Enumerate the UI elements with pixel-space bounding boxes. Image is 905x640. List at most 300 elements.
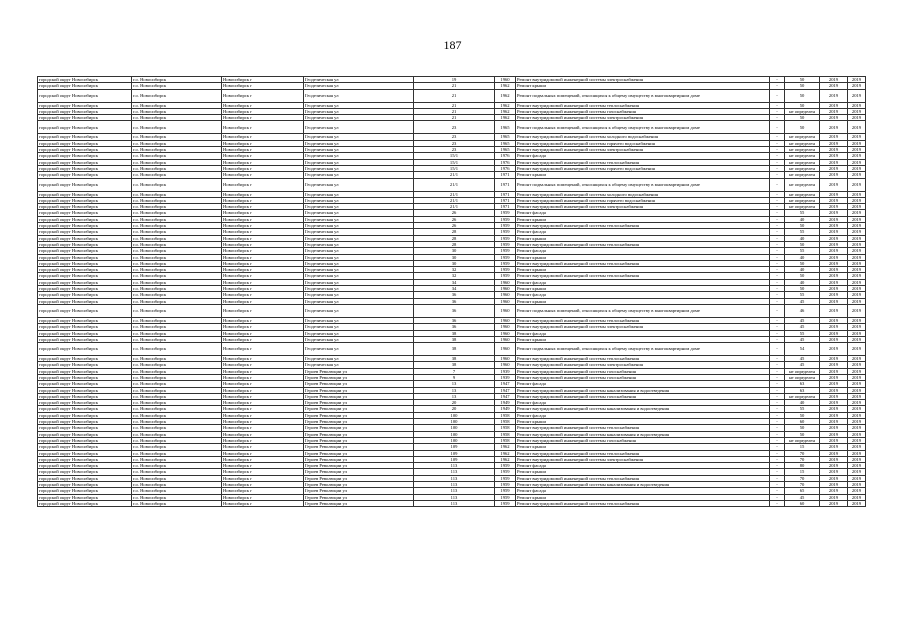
dash-cell: - <box>770 273 785 279</box>
year-end-cell: 2019 <box>848 362 866 368</box>
street-cell: Геодезическая ул <box>304 260 414 266</box>
cost-cell: 45 <box>785 362 820 368</box>
year-end-cell: 2019 <box>848 260 866 266</box>
year-start-cell: 2019 <box>820 83 848 89</box>
settlement-cell: г.о. Новосибирск <box>132 475 222 481</box>
cost-cell: 15 <box>785 444 820 450</box>
settlement-cell: г.о. Новосибирск <box>132 210 222 216</box>
municipality-cell: городской округ Новосибирск <box>38 463 132 469</box>
year-end-cell: 2019 <box>848 229 866 235</box>
table-row <box>38 500 866 506</box>
settlement-cell: г.о. Новосибирск <box>132 159 222 165</box>
municipality-cell: городской округ Новосибирск <box>38 134 132 140</box>
build-year-cell: 1960 <box>495 279 516 285</box>
street-cell: Героев Революции ул <box>304 456 414 462</box>
municipality-cell: городской округ Новосибирск <box>38 437 132 443</box>
build-year-cell: 1959 <box>495 494 516 500</box>
municipality-cell: городской округ Новосибирск <box>38 292 132 298</box>
locality-cell: Новосибирск г <box>222 400 304 406</box>
locality-cell: Новосибирск г <box>222 456 304 462</box>
municipality-cell: городской округ Новосибирск <box>38 115 132 121</box>
year-end-cell: 2019 <box>848 336 866 342</box>
locality-cell: Новосибирск г <box>222 336 304 342</box>
cost-cell: 15 <box>785 469 820 475</box>
work-type-cell: Ремонт внутридомовой инженерной системы горячего водоснабжения <box>516 165 770 171</box>
year-start-cell: 2019 <box>820 102 848 108</box>
house-number-cell: 100 <box>414 437 495 443</box>
locality-cell: Новосибирск г <box>222 362 304 368</box>
settlement-cell: г.о. Новосибирск <box>132 77 222 83</box>
street-cell: Геодезическая ул <box>304 223 414 229</box>
municipality-cell: городской округ Новосибирск <box>38 153 132 159</box>
municipality-cell: городской округ Новосибирск <box>38 197 132 203</box>
build-year-cell: 1960 <box>495 362 516 368</box>
build-year-cell: 1960 <box>495 330 516 336</box>
street-cell: Геодезическая ул <box>304 324 414 330</box>
cost-cell: 70 <box>785 456 820 462</box>
dash-cell: - <box>770 83 785 89</box>
build-year-cell: 1959 <box>495 235 516 241</box>
street-cell: Героев Революции ул <box>304 381 414 387</box>
house-number-cell: 38 <box>414 336 495 342</box>
year-end-cell: 2019 <box>848 147 866 153</box>
dash-cell: - <box>770 108 785 114</box>
street-cell: Геодезическая ул <box>304 204 414 210</box>
municipality-cell: городской округ Новосибирск <box>38 362 132 368</box>
street-cell: Геодезическая ул <box>304 140 414 146</box>
settlement-cell: г.о. Новосибирск <box>132 165 222 171</box>
year-end-cell: 2019 <box>848 178 866 191</box>
dash-cell: - <box>770 482 785 488</box>
work-type-cell: Ремонт фасада <box>516 229 770 235</box>
street-cell: Геодезическая ул <box>304 102 414 108</box>
cost-cell: не определен <box>785 437 820 443</box>
street-cell: Геодезическая ул <box>304 172 414 178</box>
year-start-cell: 2019 <box>820 482 848 488</box>
year-start-cell: 2019 <box>820 500 848 506</box>
build-year-cell: 1959 <box>495 216 516 222</box>
work-type-cell: Ремонт крыши <box>516 286 770 292</box>
work-type-cell: Ремонт крыши <box>516 298 770 304</box>
municipality-cell: городской округ Новосибирск <box>38 387 132 393</box>
cost-cell: не определен <box>785 368 820 374</box>
work-type-cell: Ремонт внутридомовой инженерной системы теплоснабжения <box>516 450 770 456</box>
settlement-cell: г.о. Новосибирск <box>132 324 222 330</box>
house-number-cell: 28 <box>414 229 495 235</box>
municipality-cell: городской округ Новосибирск <box>38 254 132 260</box>
dash-cell: - <box>770 488 785 494</box>
dash-cell: - <box>770 437 785 443</box>
build-year-cell: 1960 <box>495 77 516 83</box>
year-start-cell: 2019 <box>820 368 848 374</box>
work-type-cell: Ремонт внутридомовой инженерной системы электроснабжения <box>516 147 770 153</box>
year-start-cell: 2019 <box>820 387 848 393</box>
cost-cell: 45 <box>785 336 820 342</box>
work-type-cell: Ремонт внутридомовой инженерной системы канализования и водоотведения <box>516 387 770 393</box>
municipality-cell: городской округ Новосибирск <box>38 304 132 317</box>
street-cell: Геодезическая ул <box>304 108 414 114</box>
municipality-cell: городской округ Новосибирск <box>38 475 132 481</box>
dash-cell: - <box>770 343 785 356</box>
year-start-cell: 2019 <box>820 235 848 241</box>
settlement-cell: г.о. Новосибирск <box>132 83 222 89</box>
work-type-cell: Ремонт внутридомовой инженерной системы электроснабжения <box>516 77 770 83</box>
settlement-cell: г.о. Новосибирск <box>132 412 222 418</box>
build-year-cell: 1959 <box>495 267 516 273</box>
dash-cell: - <box>770 368 785 374</box>
house-number-cell: 32 <box>414 273 495 279</box>
work-type-cell: Ремонт внутридомовой инженерной системы теплоснабжения <box>516 273 770 279</box>
year-start-cell: 2019 <box>820 437 848 443</box>
cost-cell: 65 <box>785 488 820 494</box>
year-start-cell: 2019 <box>820 362 848 368</box>
settlement-cell: г.о. Новосибирск <box>132 482 222 488</box>
cost-cell: 45 <box>785 494 820 500</box>
work-type-cell: Ремонт крыши <box>516 494 770 500</box>
municipality-cell: городской округ Новосибирск <box>38 191 132 197</box>
work-type-cell: Ремонт крыши <box>516 419 770 425</box>
municipality-cell: городской округ Новосибирск <box>38 235 132 241</box>
house-number-cell: 21/1 <box>414 172 495 178</box>
house-number-cell: 26 <box>414 216 495 222</box>
build-year-cell: 1949 <box>495 406 516 412</box>
house-number-cell: 15/1 <box>414 159 495 165</box>
year-end-cell: 2019 <box>848 121 866 134</box>
dash-cell: - <box>770 178 785 191</box>
build-year-cell: 1959 <box>495 475 516 481</box>
build-year-cell: 1971 <box>495 178 516 191</box>
house-number-cell: 21/1 <box>414 197 495 203</box>
work-type-cell: Ремонт внутридомовой инженерной системы теплоснабжения <box>516 159 770 165</box>
year-end-cell: 2019 <box>848 241 866 247</box>
municipality-cell: городской округ Новосибирск <box>38 165 132 171</box>
year-start-cell: 2019 <box>820 374 848 380</box>
work-type-cell: Ремонт крыши <box>516 235 770 241</box>
municipality-cell: городской округ Новосибирск <box>38 267 132 273</box>
house-number-cell: 34 <box>414 279 495 285</box>
municipality-cell: городской округ Новосибирск <box>38 324 132 330</box>
year-start-cell: 2019 <box>820 260 848 266</box>
work-type-cell: Ремонт подвальных помещений, относящихся к общему имуществу в многоквартирном доме <box>516 343 770 356</box>
cost-cell: 40 <box>785 267 820 273</box>
dash-cell: - <box>770 134 785 140</box>
municipality-cell: городской округ Новосибирск <box>38 108 132 114</box>
settlement-cell: г.о. Новосибирск <box>132 286 222 292</box>
table-row <box>38 178 866 191</box>
work-type-cell: Ремонт фасада <box>516 400 770 406</box>
year-start-cell: 2019 <box>820 336 848 342</box>
build-year-cell: 1976 <box>495 165 516 171</box>
year-start-cell: 2019 <box>820 197 848 203</box>
dash-cell: - <box>770 279 785 285</box>
build-year-cell: 1971 <box>495 197 516 203</box>
year-end-cell: 2019 <box>848 273 866 279</box>
year-end-cell: 2019 <box>848 83 866 89</box>
work-type-cell: Ремонт подвальных помещений, относящихся к общему имуществу в многоквартирном доме <box>516 121 770 134</box>
dash-cell: - <box>770 450 785 456</box>
table-row <box>38 121 866 134</box>
cost-cell: 40 <box>785 400 820 406</box>
build-year-cell: 1958 <box>495 419 516 425</box>
year-end-cell: 2019 <box>848 482 866 488</box>
dash-cell: - <box>770 330 785 336</box>
street-cell: Геодезическая ул <box>304 343 414 356</box>
cost-cell: 55 <box>785 406 820 412</box>
cost-cell: не определен <box>785 165 820 171</box>
work-type-cell: Ремонт внутридомовой инженерной системы теплоснабжения <box>516 356 770 362</box>
work-type-cell: Ремонт внутридомовой инженерной системы горячего водоснабжения <box>516 197 770 203</box>
house-number-cell: 100 <box>414 419 495 425</box>
settlement-cell: г.о. Новосибирск <box>132 317 222 323</box>
build-year-cell: 1976 <box>495 159 516 165</box>
municipality-cell: городской округ Новосибирск <box>38 241 132 247</box>
cost-cell: 60 <box>785 419 820 425</box>
municipality-cell: городской округ Новосибирск <box>38 456 132 462</box>
cost-cell: не определен <box>785 140 820 146</box>
cost-cell: 50 <box>785 412 820 418</box>
street-cell: Геодезическая ул <box>304 286 414 292</box>
locality-cell: Новосибирск г <box>222 330 304 336</box>
build-year-cell: 1960 <box>495 356 516 362</box>
settlement-cell: г.о. Новосибирск <box>132 431 222 437</box>
build-year-cell: 1965 <box>495 140 516 146</box>
year-start-cell: 2019 <box>820 134 848 140</box>
settlement-cell: г.о. Новосибирск <box>132 89 222 102</box>
work-type-cell: Ремонт фасада <box>516 153 770 159</box>
cost-cell: не определен <box>785 204 820 210</box>
dash-cell: - <box>770 292 785 298</box>
settlement-cell: г.о. Новосибирск <box>132 102 222 108</box>
year-start-cell: 2019 <box>820 475 848 481</box>
year-end-cell: 2019 <box>848 330 866 336</box>
municipality-cell: городской округ Новосибирск <box>38 121 132 134</box>
cost-cell: 50 <box>785 425 820 431</box>
year-start-cell: 2019 <box>820 292 848 298</box>
settlement-cell: г.о. Новосибирск <box>132 463 222 469</box>
locality-cell: Новосибирск г <box>222 229 304 235</box>
municipality-cell: городской округ Новосибирск <box>38 279 132 285</box>
locality-cell: Новосибирск г <box>222 191 304 197</box>
house-number-cell: 26 <box>414 210 495 216</box>
house-number-cell: 38 <box>414 330 495 336</box>
municipality-cell: городской округ Новосибирск <box>38 336 132 342</box>
house-number-cell: 113 <box>414 494 495 500</box>
settlement-cell: г.о. Новосибирск <box>132 115 222 121</box>
year-end-cell: 2019 <box>848 292 866 298</box>
locality-cell: Новосибирск г <box>222 298 304 304</box>
year-end-cell: 2019 <box>848 286 866 292</box>
locality-cell: Новосибирск г <box>222 419 304 425</box>
house-number-cell: 13 <box>414 381 495 387</box>
dash-cell: - <box>770 444 785 450</box>
dash-cell: - <box>770 456 785 462</box>
dash-cell: - <box>770 425 785 431</box>
dash-cell: - <box>770 191 785 197</box>
house-number-cell: 26 <box>414 223 495 229</box>
year-end-cell: 2019 <box>848 204 866 210</box>
street-cell: Геодезическая ул <box>304 121 414 134</box>
house-number-cell: 21/1 <box>414 204 495 210</box>
street-cell: Геодезическая ул <box>304 235 414 241</box>
build-year-cell: 1959 <box>495 273 516 279</box>
dash-cell: - <box>770 317 785 323</box>
year-end-cell: 2019 <box>848 298 866 304</box>
work-type-cell: Ремонт внутридомовой инженерной системы газоснабжения <box>516 108 770 114</box>
house-number-cell: 109 <box>414 450 495 456</box>
dash-cell: - <box>770 235 785 241</box>
cost-cell: не определен <box>785 147 820 153</box>
work-type-cell: Ремонт внутридомовой инженерной системы холодного водоснабжения <box>516 191 770 197</box>
year-start-cell: 2019 <box>820 77 848 83</box>
work-type-cell: Ремонт крыши <box>516 172 770 178</box>
settlement-cell: г.о. Новосибирск <box>132 191 222 197</box>
cost-cell: 40 <box>785 216 820 222</box>
settlement-cell: г.о. Новосибирск <box>132 368 222 374</box>
house-number-cell: 30 <box>414 254 495 260</box>
street-cell: Геодезическая ул <box>304 153 414 159</box>
work-type-cell: Ремонт крыши <box>516 83 770 89</box>
year-end-cell: 2019 <box>848 140 866 146</box>
municipality-cell: городской округ Новосибирск <box>38 374 132 380</box>
locality-cell: Новосибирск г <box>222 77 304 83</box>
house-number-cell: 28 <box>414 235 495 241</box>
year-start-cell: 2019 <box>820 241 848 247</box>
cost-cell: 45 <box>785 356 820 362</box>
year-end-cell: 2019 <box>848 463 866 469</box>
work-type-cell: Ремонт фасада <box>516 279 770 285</box>
settlement-cell: г.о. Новосибирск <box>132 393 222 399</box>
cost-cell: 45 <box>785 317 820 323</box>
year-end-cell: 2019 <box>848 248 866 254</box>
street-cell: Героев Революции ул <box>304 393 414 399</box>
locality-cell: Новосибирск г <box>222 488 304 494</box>
dash-cell: - <box>770 419 785 425</box>
settlement-cell: г.о. Новосибирск <box>132 254 222 260</box>
house-number-cell: 23 <box>414 121 495 134</box>
year-end-cell: 2019 <box>848 304 866 317</box>
year-end-cell: 2019 <box>848 387 866 393</box>
year-start-cell: 2019 <box>820 456 848 462</box>
build-year-cell: 1947 <box>495 387 516 393</box>
year-start-cell: 2019 <box>820 400 848 406</box>
year-start-cell: 2019 <box>820 159 848 165</box>
page-number: 187 <box>443 38 462 52</box>
locality-cell: Новосибирск г <box>222 304 304 317</box>
build-year-cell: 1959 <box>495 254 516 260</box>
settlement-cell: г.о. Новосибирск <box>132 336 222 342</box>
year-end-cell: 2019 <box>848 419 866 425</box>
cost-cell: не определен <box>785 159 820 165</box>
work-type-cell: Ремонт крыши <box>516 216 770 222</box>
year-start-cell: 2019 <box>820 381 848 387</box>
work-type-cell: Ремонт внутридомовой инженерной системы канализования и водоотведения <box>516 406 770 412</box>
cost-cell: 50 <box>785 431 820 437</box>
municipality-cell: городской округ Новосибирск <box>38 419 132 425</box>
settlement-cell: г.о. Новосибирск <box>132 204 222 210</box>
street-cell: Геодезическая ул <box>304 330 414 336</box>
dash-cell: - <box>770 475 785 481</box>
year-start-cell: 2019 <box>820 254 848 260</box>
locality-cell: Новосибирск г <box>222 147 304 153</box>
locality-cell: Новосибирск г <box>222 324 304 330</box>
year-start-cell: 2019 <box>820 425 848 431</box>
house-number-cell: 36 <box>414 298 495 304</box>
table-row <box>38 89 866 102</box>
locality-cell: Новосибирск г <box>222 83 304 89</box>
settlement-cell: г.о. Новосибирск <box>132 456 222 462</box>
municipality-cell: городской округ Новосибирск <box>38 223 132 229</box>
table-row <box>38 343 866 356</box>
street-cell: Геодезическая ул <box>304 197 414 203</box>
build-year-cell: 1939 <box>495 368 516 374</box>
cost-cell: не определен <box>785 108 820 114</box>
dash-cell: - <box>770 431 785 437</box>
street-cell: Героев Революции ул <box>304 494 414 500</box>
year-end-cell: 2019 <box>848 393 866 399</box>
locality-cell: Новосибирск г <box>222 115 304 121</box>
settlement-cell: г.о. Новосибирск <box>132 437 222 443</box>
municipality-cell: городской округ Новосибирск <box>38 147 132 153</box>
dash-cell: - <box>770 241 785 247</box>
year-end-cell: 2019 <box>848 134 866 140</box>
locality-cell: Новосибирск г <box>222 469 304 475</box>
dash-cell: - <box>770 387 785 393</box>
municipality-cell: городской округ Новосибирск <box>38 431 132 437</box>
house-number-cell: 21 <box>414 83 495 89</box>
year-end-cell: 2019 <box>848 450 866 456</box>
year-start-cell: 2019 <box>820 178 848 191</box>
work-type-cell: Ремонт фасада <box>516 210 770 216</box>
cost-cell: 63 <box>785 381 820 387</box>
build-year-cell: 1939 <box>495 374 516 380</box>
settlement-cell: г.о. Новосибирск <box>132 140 222 146</box>
house-number-cell: 38 <box>414 362 495 368</box>
work-type-cell: Ремонт внутридомовой инженерной системы канализования и водоотведения <box>516 482 770 488</box>
work-type-cell: Ремонт подвальных помещений, относящихся к общему имуществу в многоквартирном доме <box>516 178 770 191</box>
build-year-cell: 1962 <box>495 83 516 89</box>
street-cell: Героев Революции ул <box>304 450 414 456</box>
locality-cell: Новосибирск г <box>222 235 304 241</box>
locality-cell: Новосибирск г <box>222 343 304 356</box>
settlement-cell: г.о. Новосибирск <box>132 267 222 273</box>
work-type-cell: Ремонт внутридомовой инженерной системы теплоснабжения <box>516 425 770 431</box>
municipality-cell: городской округ Новосибирск <box>38 381 132 387</box>
work-type-cell: Ремонт внутридомовой инженерной системы канализования и водоотведения <box>516 431 770 437</box>
locality-cell: Новосибирск г <box>222 204 304 210</box>
street-cell: Героев Революции ул <box>304 374 414 380</box>
work-type-cell: Ремонт фасада <box>516 381 770 387</box>
locality-cell: Новосибирск г <box>222 223 304 229</box>
dash-cell: - <box>770 412 785 418</box>
build-year-cell: 1947 <box>495 393 516 399</box>
dash-cell: - <box>770 267 785 273</box>
settlement-cell: г.о. Новосибирск <box>132 197 222 203</box>
year-start-cell: 2019 <box>820 393 848 399</box>
year-start-cell: 2019 <box>820 279 848 285</box>
cost-cell: не определен <box>785 191 820 197</box>
locality-cell: Новосибирск г <box>222 444 304 450</box>
municipality-cell: городской округ Новосибирск <box>38 412 132 418</box>
year-end-cell: 2019 <box>848 191 866 197</box>
build-year-cell: 1959 <box>495 488 516 494</box>
municipality-cell: городской округ Новосибирск <box>38 77 132 83</box>
build-year-cell: 1971 <box>495 191 516 197</box>
dash-cell: - <box>770 197 785 203</box>
cost-cell: 60 <box>785 500 820 506</box>
settlement-cell: г.о. Новосибирск <box>132 425 222 431</box>
cost-cell: 50 <box>785 286 820 292</box>
house-number-cell: 21 <box>414 89 495 102</box>
